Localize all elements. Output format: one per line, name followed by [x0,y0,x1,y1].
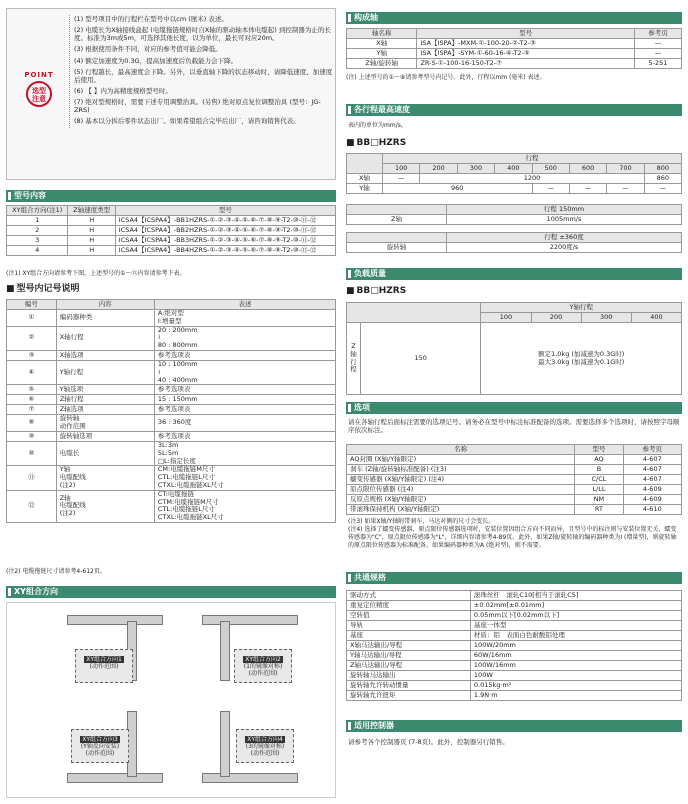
model-row [7,246,336,256]
spec-cell: Z轴马达输出/导程 [347,661,471,671]
load-z-label: Z轴行程 [347,323,361,395]
code-table [6,299,336,523]
code-cell: CM:电缆拖链M尺寸 CTL:电缆拖链L尺寸 CTXL:电缆拖链XL尺寸 [154,466,335,490]
spec-cell: 60W/16mm [470,651,681,661]
spec-row [347,671,682,681]
spec-cell: 滚珠丝杆 滚轧C10[相当于滚轧C5] [470,591,681,601]
code-cell: 电缆长 [56,441,154,465]
code-cell: ⑫ [7,490,57,522]
parts-header: 轴名称 [347,29,417,39]
code-cell: ④ [7,360,57,384]
speed-unit: 表内的单位为mm/s。 [348,122,407,129]
speed-section-title: 各行程最高速度 [346,104,682,116]
code-cell: X轴选项 [56,350,154,360]
speed-r-val: 2200度/s [447,243,682,253]
model-header: 型号 [115,206,335,216]
parts-section-title: 构成轴 [346,12,682,24]
load-section-title: 负载质量 [346,268,682,280]
load-table [346,302,682,395]
options-cell: NM [575,495,623,505]
load-text: 额定1.0kg (加减速为0.3G时) 最大3.0kg (加减速为0.1G时) [481,323,682,395]
xy-label-1: XY组合方向1 [86,656,122,663]
model-row [7,226,336,236]
code-cell: 20 : 200mm ≀ 80 : 800mm [154,326,335,350]
options-row [347,495,682,505]
load-col: 100 [481,313,531,323]
spec-cell: 旋转轴允许转动惯量 [347,681,471,691]
parts-cell: Y轴 [347,49,417,59]
notes-box [6,8,336,180]
spec-row [347,681,682,691]
options-cell: 4-607 [623,455,681,465]
options-cell: 4-609 [623,485,681,495]
speed-x-label: X轴 [347,174,383,184]
code-row [7,415,336,432]
xy-direction-2 [182,613,312,693]
options-note-2: (注4) 选择了蠕变传感器、原点限位传感器选项时，安装位置因组合方向不同而异，且型号中的标注则与安装位置无关，蠕变传感器为"C"，原点限位传感器为"L"，详细内容请参考4-89页。此外，如果Z轴/旋转轴的编码器种类为I (增量型)，则旋转轴的原点限位传感器为标准配备。如果编码器种类为A (绝对型)，则不需要。 [348,526,677,549]
speed-r-label: 旋转轴 [347,243,447,253]
spec-cell: 100W/20mm [470,641,681,651]
parts-cell: — [634,39,681,49]
speed-z-table [346,204,682,225]
code-row [7,360,336,384]
parts-cell: X轴 [347,39,417,49]
speed-y-val-1: 960 [383,184,533,194]
xy-label-3: XY组合方向3 [82,736,118,743]
code-section-title: ■ 型号内记号说明 [6,284,80,295]
speed-stroke: 700 [607,164,644,174]
code-cell: ⑧ [7,415,57,432]
ctrl-text: 请参考各个控制器页 (7-8页)。此外，控制器另行销售。 [348,738,509,746]
options-header: 参考页 [623,445,681,455]
code-header: 表述 [154,300,335,310]
speed-table [346,153,682,194]
options-cell: 4-607 [623,475,681,485]
code-cell: 参考选项表 [154,431,335,441]
note-item: (5) 行程越长，最高速度会下降。另外，以垂直轴下降的状态移动时，请降低速度、加速度后使用。 [74,67,333,84]
spec-cell: 1.9N·m [470,691,681,701]
speed-y-val-5: — [644,184,681,194]
options-header: 型号 [575,445,623,455]
spec-cell: 基座一体型 [470,621,681,631]
model-cell: H [68,216,115,226]
load-y-head: Y轴行程 [481,303,682,313]
speed-y-val-4: — [607,184,644,194]
speed-stroke: 500 [532,164,569,174]
options-cell: 4-609 [623,495,681,505]
options-cell: RT [575,505,623,515]
model-cell: 4 [7,246,68,256]
model-cell: ICSA4【ICSPA4】-BB1HZRS-①-②-③-④-⑤-⑥-⑦-⑧-⑨-T2-⑩-⑪-⑫ [115,216,335,226]
code-cell: 15 : 150mm [154,395,335,405]
code-cell: 参考选项表 [154,385,335,395]
xy-direction-4 [182,709,312,789]
xy-label-2: XY组合方向2 [245,656,281,663]
spec-section-title: 共通规格 [346,572,682,584]
spec-cell: Y轴马达输出/导程 [347,651,471,661]
parts-row [347,49,682,59]
spec-cell: 100W [470,671,681,681]
model-cell: ICSA4【ICSPA4】-BB3HZRS-①-②-③-④-⑤-⑥-⑦-⑧-⑨-T2-⑩-⑪-⑫ [115,236,335,246]
options-cell: L/LL [575,485,623,495]
xy-direction-3 [57,709,187,789]
parts-cell: — [634,49,681,59]
spec-cell: 驱动方式 [347,591,471,601]
speed-subtitle: ■ BB□HZRS [346,138,406,149]
parts-header: 参考页 [634,29,681,39]
speed-z-val: 1005mm/s [447,215,682,225]
parts-cell: ISA【ISPA】-SYM-①-60-16-④-T2-⑤ [417,49,634,59]
model-cell: ICSA4【ICSPA4】-BB4HZRS-①-②-③-④-⑤-⑥-⑦-⑧-⑨-T2-⑩-⑪-⑫ [115,246,335,256]
xy-direction-1 [57,613,187,693]
options-row [347,505,682,515]
note-item: (7) 绝对型规格时，需要下述专用调整治具。(另售) 绝对原点复位调整治具 (型号：JG-ZRS) [74,98,321,115]
spec-row [347,641,682,651]
speed-z-label: Z轴 [347,215,447,225]
code-row [7,490,336,522]
speed-stroke: 100 [383,164,420,174]
spec-cell: 空转值 [347,611,471,621]
load-col: 300 [581,313,631,323]
spec-cell: 0.015kg·m² [470,681,681,691]
xy-diagrams [6,602,336,798]
options-cell: 带滚珠保持机构 (X轴/Y轴限定) [347,505,575,515]
speed-x-val-2: 1200 [420,174,644,184]
spec-cell: 重复定位精度 [347,601,471,611]
code-cell: X轴行程 [56,326,154,350]
model-cell: H [68,236,115,246]
parts-header: 型号 [417,29,634,39]
spec-row [347,591,682,601]
model-cell: 1 [7,216,68,226]
spec-cell: 0.05mm以下[0.02mm以下] [470,611,681,621]
code-cell: 旋转轴选项 [56,431,154,441]
point-badge [17,71,59,121]
spec-cell: 导轨 [347,621,471,631]
code-cell: Z轴选项 [56,405,154,415]
code-cell: ① [7,310,57,327]
parts-table [346,28,682,69]
code-row [7,405,336,415]
code-row [7,326,336,350]
speed-y-val-2: — [532,184,569,194]
code-cell: 参考选项表 [154,405,335,415]
code-row [7,395,336,405]
options-section-title: 选项 [346,402,682,414]
options-header: 名称 [347,445,575,455]
speed-r-table [346,232,682,253]
model-header: XY组合方向(注1) [7,206,68,216]
code-cell: Z轴行程 [56,395,154,405]
options-row [347,485,682,495]
speed-y-val-3: — [569,184,606,194]
code-cell: 36 : 360度 [154,415,335,432]
spec-row [347,601,682,611]
xy-sub-3: (Y轴反向安装) (动作范围) [80,743,120,758]
note-item: (2) 电缆长为X轴接线盒起 (电缆拖链规格时自X轴的驱动轴本体电缆起) 到控制器为止的长度。标准为3m或5m，可选择其他长度，以为单位，最长可对应20m。 [74,26,331,43]
spec-row [347,651,682,661]
options-cell: 原点限位传感器 (注4) [347,485,575,495]
code-cell: ⑨ [7,431,57,441]
spec-cell: 旋转轴马达输出 [347,671,471,681]
code-note: (注2) 电缆拖链尺寸请参考4-612页。 [6,568,106,575]
model-section-title: 型号内容 [6,190,336,202]
options-table [346,444,682,515]
code-cell: ③ [7,350,57,360]
parts-row [347,39,682,49]
point-label: 选型 注意 [26,81,52,107]
options-desc: 请在各轴行程后面标注需要的选项记号。请务必在型号中标注标准配备的选项。需要选择多个选项时，请按照字母顺序依次标注。 [348,418,680,435]
code-cell: CT:电缆拖链 CTM:电缆拖链M尺寸 CTL:电缆拖链L尺寸 CTXL:电缆拖链XL尺寸 [154,490,335,522]
spec-cell: 旋转轴允许扭矩 [347,691,471,701]
ctrl-section-title: 适用控制器 [346,720,682,732]
code-cell: Y轴行程 [56,360,154,384]
speed-stroke: 600 [569,164,606,174]
speed-z-head: 行程 150mm [447,205,682,215]
spec-cell: ±0.02mm[±0.01mm] [470,601,681,611]
options-cell: AQ [575,455,623,465]
note-item: (6) 【 】内为高精度规格型号时。 [74,86,172,95]
xy-sub-1: (动作范围) [89,663,119,671]
parts-cell: ZR-S-①-100-16-150-T2-⑦ [417,59,634,69]
speed-stroke: 200 [420,164,457,174]
speed-stroke: 300 [457,164,494,174]
model-row [7,216,336,226]
load-subtitle: ■ BB□HZRS [346,286,406,297]
options-cell: B [575,465,623,475]
code-cell: 编码器种类 [56,310,154,327]
spec-cell: 基座 [347,631,471,641]
speed-stroke-label: 行程 [383,154,682,164]
model-cell: H [68,246,115,256]
options-cell: 刹车 (Z轴/旋转轴标准配备) (注3) [347,465,575,475]
spec-row [347,691,682,701]
options-row [347,465,682,475]
model-note: (注1) XY组合方向请参考下图。上述型号的①～⑫内容请参考下表。 [6,270,186,277]
code-cell: Z轴 电缆配线 (注2) [56,490,154,522]
model-cell: H [68,226,115,236]
model-cell: ICSA4【ICSPA4】-BB2HZRS-①-②-③-④-⑤-⑥-⑦-⑧-⑨-T2-⑩-⑪-⑫ [115,226,335,236]
note-item: (3) 根据使用条件不同，对应的参考值可能会降低。 [74,45,222,54]
options-cell: 4-610 [623,505,681,515]
spec-cell: 100W/16mm [470,661,681,671]
notes-list [69,15,335,128]
model-row [7,236,336,246]
parts-note: (注) 上述型号的①～⑧请参考型号内记号。此外，行程以mm (毫米) 表述。 [346,74,546,81]
model-cell: 3 [7,236,68,246]
options-cell: 反原点规格 (X轴/Y轴限定) [347,495,575,505]
spec-row [347,661,682,671]
xy-label-4: XY组合方向4 [247,736,283,743]
code-cell: ⑤ [7,385,57,395]
speed-x-val-1: — [383,174,420,184]
xy-sub-4: (3的镜像对称) (动作范围) [245,743,285,758]
speed-x-val-3: 860 [644,174,681,184]
code-cell: 参考选项表 [154,350,335,360]
xy-section-title: XY组合方向 [6,586,336,598]
code-cell: A:绝对型 I:增量型 [154,310,335,327]
speed-r-head: 行程 ±360度 [447,233,682,243]
note-item: (4) 额定加速度为0.3G，提高加速度后负载能力会下降。 [74,56,238,65]
spec-row [347,611,682,621]
load-z-val: 150 [361,323,481,395]
parts-cell: ISA【ISPA】-MXM-①-100-20-②-T2-③ [417,39,634,49]
xy-sub-2: (1的镜像对称) (动作范围) [243,663,283,678]
code-cell: Y轴 电缆配线 (注2) [56,466,154,490]
code-cell: ② [7,326,57,350]
code-cell: ⑦ [7,405,57,415]
code-cell: 3L:3m 5L:5m □L:指定长度 [154,441,335,465]
load-col: 400 [631,313,681,323]
spec-table [346,590,682,701]
model-cell: 2 [7,226,68,236]
code-cell: 旋转轴 动作范围 [56,415,154,432]
code-cell: ⑩ [7,441,57,465]
options-row [347,455,682,465]
parts-cell: Z轴/旋转轴 [347,59,417,69]
code-cell: ⑪ [7,466,57,490]
load-col: 200 [531,313,581,323]
options-row [347,475,682,485]
code-header: 内容 [56,300,154,310]
spec-row [347,631,682,641]
code-cell: ⑥ [7,395,57,405]
spec-row [347,621,682,631]
point-word: POINT [24,71,54,79]
model-header: Z轴速度类型 [68,206,115,216]
speed-y-label: Y轴 [347,184,383,194]
parts-cell: 5-251 [634,59,681,69]
options-cell: 蠕变传感器 (X轴/Y轴限定) (注4) [347,475,575,485]
note-item: (1) 型号项目中的行程栏在型号中以cm (厘米) 表述。 [74,15,228,23]
code-row [7,431,336,441]
code-row [7,441,336,465]
speed-stroke: 800 [644,164,681,174]
model-table [6,205,336,256]
note-item: (8) 基本以分拆后零件状态出厂。如果希望组合完毕后出厂，请咨询销售代表。 [74,117,300,126]
speed-stroke: 400 [495,164,532,174]
code-cell: 10 : 100mm ≀ 40 : 400mm [154,360,335,384]
options-cell: AQ封圈 (X轴/Y轴限定) [347,455,575,465]
code-cell: Y轴选项 [56,385,154,395]
options-cell: C/CL [575,475,623,485]
code-row [7,385,336,395]
code-header: 编号 [7,300,57,310]
options-note-1: (注3) 如果X轴/Y轴附带刹车，马达对侧的尺寸会变长。 [348,518,495,525]
code-row [7,350,336,360]
parts-row [347,59,682,69]
options-cell: 4-607 [623,465,681,475]
spec-cell: X轴马达输出/导程 [347,641,471,651]
code-row [7,466,336,490]
code-row [7,310,336,327]
spec-cell: 材质：铝 表面白色耐酸铝处理 [470,631,681,641]
